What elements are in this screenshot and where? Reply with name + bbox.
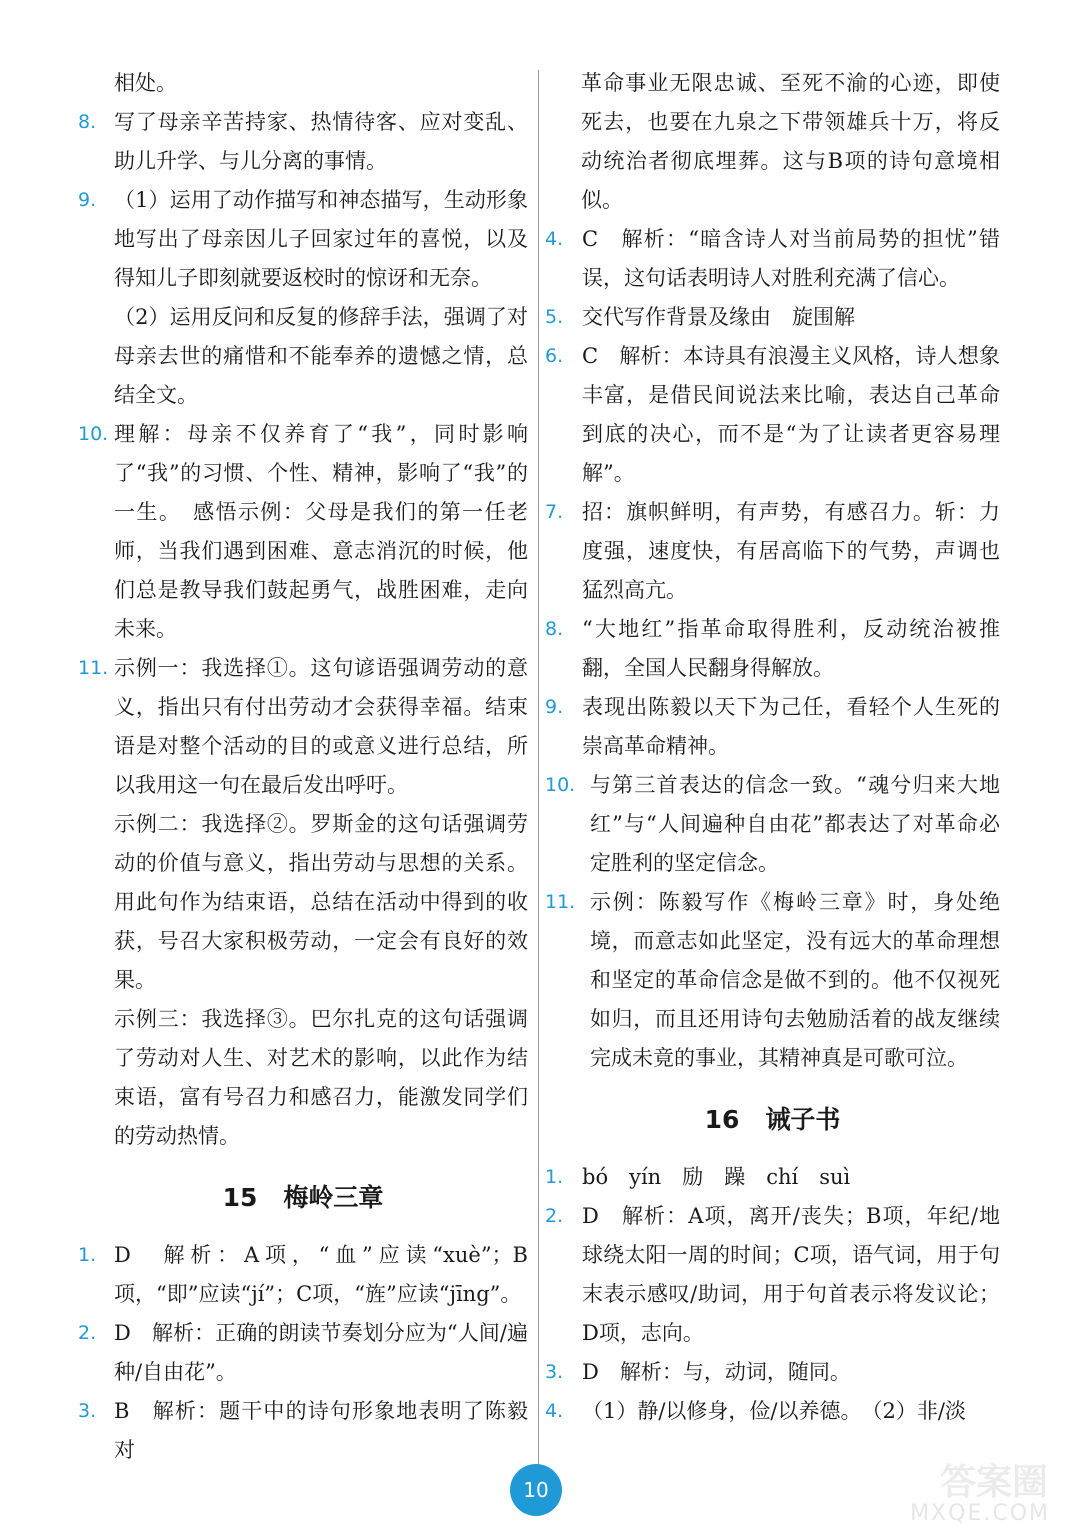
right-column (545, 64, 1000, 1431)
section-number: 15 (222, 1183, 258, 1212)
answer-item-10: 10. 与第三首表达的信念一致。“魂兮归来大地红”与“人间遍种自由花”都表达了对革命必定胜利的坚定信念。 (545, 773, 1000, 875)
section-title: 梅岭三章 (283, 1183, 384, 1212)
answer-item-4: 4. （1）静/以修身，俭/以养德。 （2）非/淡 (545, 1399, 966, 1423)
answer-item-8: 8. “大地红”指革命取得胜利，反动统治被推翻，全国人民翻身得解放。 (545, 617, 1000, 680)
answer-item-4: 4. C 解析：“暗含诗人对当前局势的担忧”错误，这句话表明诗人对胜利充满了信心。 (545, 227, 1000, 290)
answer-item-10: 10. 理解：母亲不仅养育了“我”，同时影响了“我”的习惯、个性、精神，影响了“我”的一生。 感悟示例：父母是我们的第一任老师，当我们遇到困难、意志消沉的时候，他们总是教导我们鼓起勇气，战胜困难，走向未来。 (78, 422, 528, 641)
answer-item-7: 7. 招：旗帜鲜明，有声势，有感召力。斩：力度强，速度快，有居高临下的气势，声调也猛烈高亢。 (545, 500, 1000, 602)
answer-item-2: 2. D 解析：正确的朗读节奏划分应为“人间/遍种/自由花”。 (78, 1321, 528, 1384)
answer-item-9: 9. 表现出陈毅以天下为己任，看轻个人生死的崇高革命精神。 (545, 695, 1000, 758)
answer-item-3: 3. D 解析：与，动词，随同。 (545, 1360, 851, 1384)
page-number-badge: 10 (510, 1464, 562, 1516)
answer-item-1: 1. bó yín 励 躁 chí suì (545, 1165, 851, 1189)
answer-item-5: 5. 交代写作背景及缘由 旋围解 (545, 305, 855, 329)
answer-item-3: 3. B 解析：题干中的诗句形象地表明了陈毅对 (78, 1399, 528, 1462)
answer-item-8: 8. 写了母亲辛苦持家、热情待客、应对变乱、助儿升学、与儿分离的事情。 (78, 110, 528, 173)
answer-item-11: 11. 示例：陈毅写作《梅岭三章》时，身处绝境，而意志如此坚定，没有远大的革命理想和坚定的革命信念是做不到的。他不仅视死如归，而且还用诗句去勉励活着的战友继续完成未竟的事业，其精神真是可歌可泣。 (545, 890, 1000, 1070)
left-column (78, 64, 528, 1470)
section-title: 诫子书 (765, 1105, 841, 1134)
column-divider (538, 70, 539, 1470)
section-heading-15 (78, 1178, 528, 1218)
watermark-url: MXQE.COM (910, 1501, 1050, 1526)
section-heading-16 (545, 1100, 1000, 1140)
answer-item-11: 11. 示例一：我选择①。这句谚语强调劳动的意义，指出只有付出劳动才会获得幸福。结束语是对整个活动的目的或意义进行总结，所以我用这一句在最后发出呼吁。 (78, 656, 528, 797)
answer-item-1: 1. D 解析：A项，“血”应读“xuè”；B项，“即”应读“jí”；C项，“旌”应读“jīng”。 (78, 1243, 528, 1306)
watermark-logo (878, 1450, 1058, 1530)
answer-item-9: 9. （1）运用了动作描写和神态描写，生动形象地写出了母亲因儿子回家过年的喜悦，以及得知儿子即刻就要返校时的惊讶和无奈。 (78, 188, 528, 290)
answer-item-2: 2. D 解析：A项，离开/丧失；B项，年纪/地球绕太阳一周的时间；C项，语气词，用于句末表示感叹/助词，用于句首表示将发议论；D项，志向。 (545, 1204, 1000, 1345)
section-number: 16 (704, 1105, 740, 1134)
continuation-text: 相处。 (114, 71, 177, 95)
answer-item-6: 6. C 解析：本诗具有浪漫主义风格，诗人想象丰富，是借民间说法来比喻，表达自己革命到底的决心，而不是“为了让读者更容易理解”。 (545, 344, 1000, 485)
continuation-text: 革命事业无限忠诚、至死不渝的心迹，即使死去，也要在九泉之下带领雄兵十万，将反动统治者彻底埋葬。这与B项的诗句意境相似。 (581, 71, 1000, 212)
answer-item-11-example2: 示例二：我选择②。罗斯金的这句话强调劳动的价值与意义，指出劳动与思想的关系。用此句作为结束语，总结在活动中得到的收获，号召大家积极劳动，一定会有良好的效果。 (114, 812, 528, 992)
watermark-logo-text: 答案圈 (939, 1462, 1048, 1503)
answer-item-11-example3: 示例三：我选择③。巴尔扎克的这句话强调了劳动对人生、对艺术的影响，以此作为结束语，富有号召力和感召力，能激发同学们的劳动热情。 (114, 1007, 528, 1148)
answer-item-9-part2: （2）运用反问和反复的修辞手法，强调了对母亲去世的痛惜和不能奉养的遗憾之情，总结全文。 (114, 305, 528, 407)
